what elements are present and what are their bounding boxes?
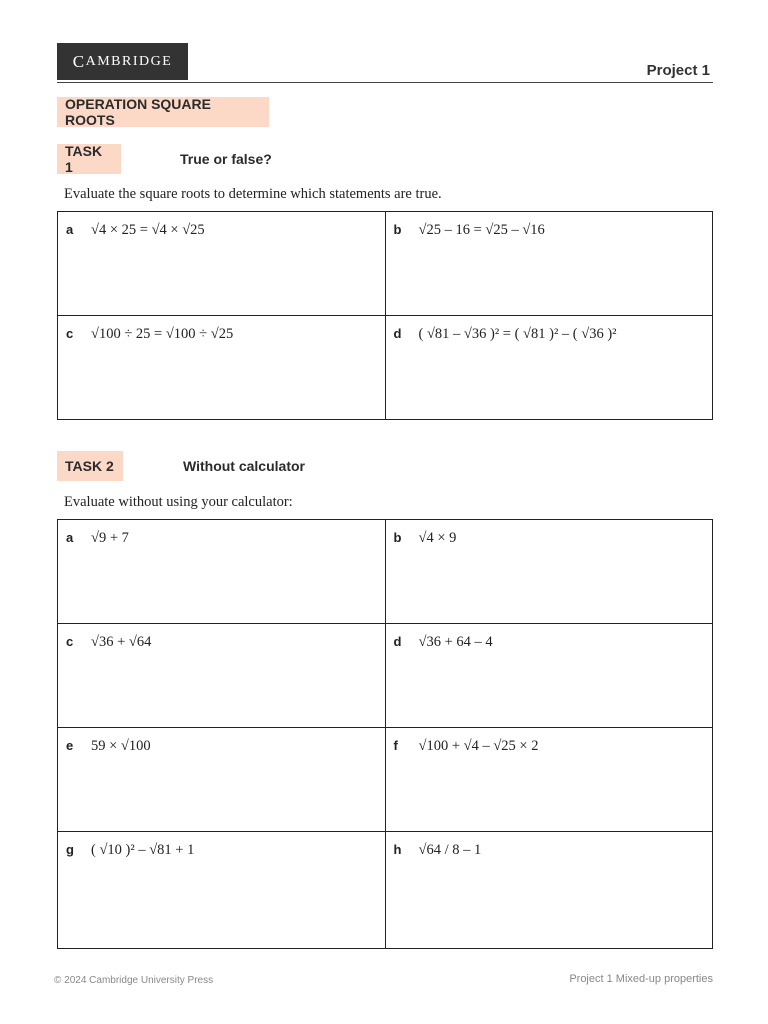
logo-initial: C <box>72 51 86 71</box>
task2-cell-f <box>385 728 713 832</box>
item-expression: √36 + 64 – 4 <box>418 634 493 650</box>
item-expression: 59 × √100 <box>91 738 151 754</box>
task1-badge: TASK 1 <box>57 144 121 174</box>
task1-cell-a <box>58 212 386 316</box>
header-divider <box>57 82 713 83</box>
task2-badge: TASK 2 <box>57 451 123 481</box>
item-letter: a <box>66 530 74 545</box>
task2-subtitle: Without calculator <box>183 458 305 474</box>
item-expression: ( √10 )² – √81 + 1 <box>91 842 195 858</box>
task1-cell-c <box>58 316 386 420</box>
item-expression: √64 / 8 – 1 <box>418 842 482 858</box>
task1-instruction: Evaluate the square roots to determine which statements are true. <box>64 186 442 202</box>
task1-cell-d <box>385 316 713 420</box>
item-letter: b <box>393 222 402 237</box>
item-letter: c <box>66 634 74 649</box>
item-letter: e <box>66 738 74 753</box>
item-letter: f <box>393 738 398 753</box>
item-expression: ( √81 – √36 )² = ( √81 )² – ( √36 )² <box>418 326 617 342</box>
task2-cell-b <box>385 520 713 624</box>
item-expression: √4 × 9 <box>418 530 457 546</box>
project-label: Project 1 <box>646 62 710 79</box>
task2-cell-d <box>385 624 713 728</box>
logo-text: AMBRIDGE <box>85 53 173 69</box>
item-letter: b <box>393 530 402 545</box>
item-letter: d <box>393 634 402 649</box>
item-expression: √100 ÷ 25 = √100 ÷ √25 <box>91 326 234 342</box>
task2-cell-e <box>58 728 386 832</box>
item-expression: √4 × 25 = √4 × √25 <box>91 222 205 238</box>
item-letter: h <box>393 842 402 857</box>
item-expression: √9 + 7 <box>91 530 129 546</box>
task2-cell-g <box>58 832 386 949</box>
footer-page-label: Project 1 Mixed-up properties <box>569 973 713 985</box>
task2-grid <box>57 519 713 949</box>
task2-cell-a <box>58 520 386 624</box>
item-letter: d <box>393 326 402 341</box>
item-letter: g <box>66 842 74 857</box>
item-letter: c <box>66 326 74 341</box>
footer-copyright: © 2024 Cambridge University Press <box>54 975 214 986</box>
item-letter: a <box>66 222 74 237</box>
task1-grid <box>57 211 713 420</box>
task2-cell-c <box>58 624 386 728</box>
item-expression: √25 – 16 = √25 – √16 <box>418 222 545 238</box>
item-expression: √100 + √4 – √25 × 2 <box>418 738 539 754</box>
item-expression: √36 + √64 <box>91 634 152 650</box>
task2-cell-h <box>385 832 713 949</box>
page-title: OPERATION SQUARE ROOTS <box>57 97 269 127</box>
task2-instruction: Evaluate without using your calculator: <box>64 494 293 510</box>
task1-cell-b <box>385 212 713 316</box>
cambridge-logo <box>57 43 188 80</box>
task1-subtitle: True or false? <box>180 151 272 167</box>
